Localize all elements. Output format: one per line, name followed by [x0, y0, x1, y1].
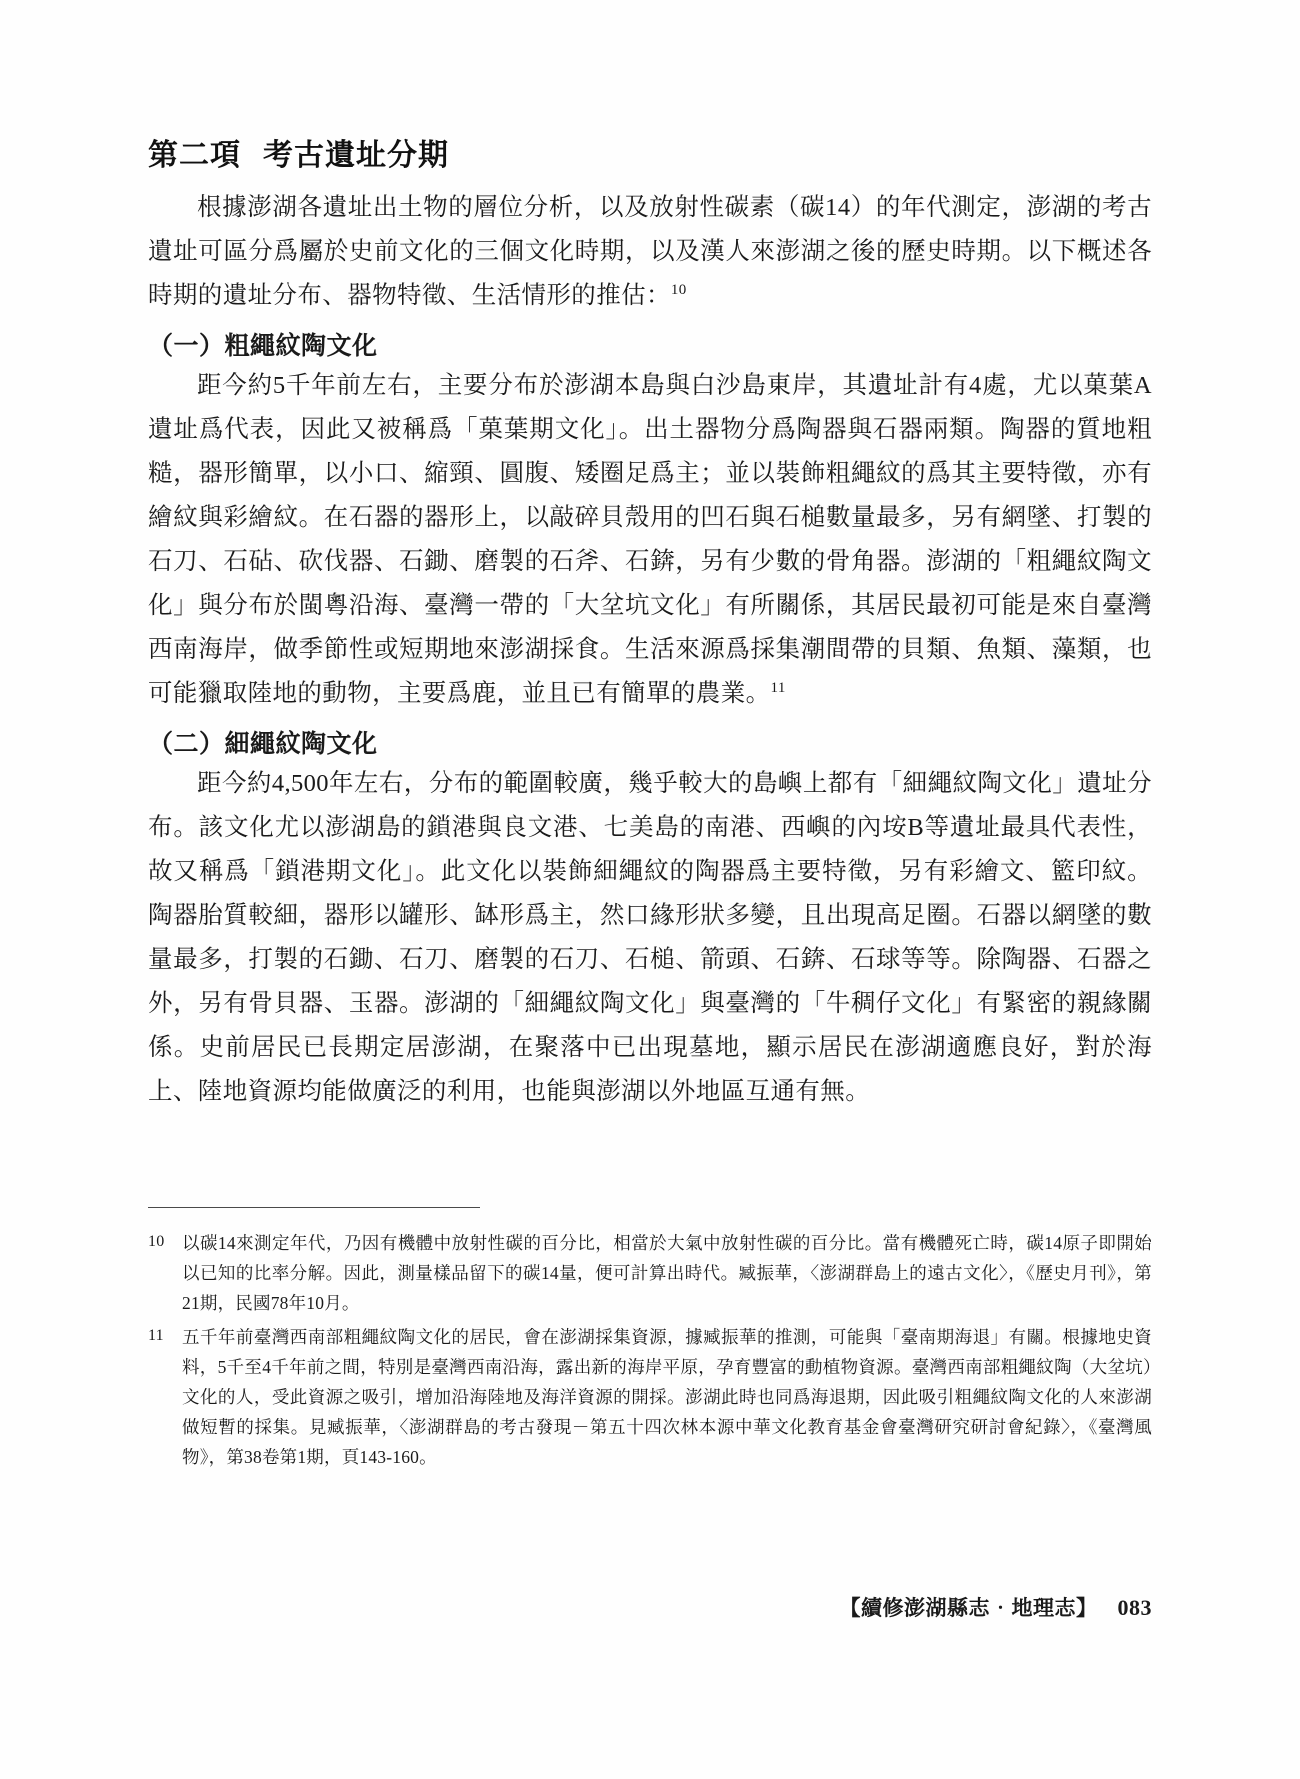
footnote-ref-11: 11: [770, 679, 786, 696]
page-content: [148, 130, 1152, 1116]
footer-book-title: 【續修澎湖縣志‧地理志】: [839, 1596, 1098, 1620]
footnote-item: [148, 1322, 1152, 1472]
page-footer: [148, 1592, 1152, 1622]
footnote-item: [148, 1228, 1152, 1318]
footnote-ref-10: 10: [670, 281, 687, 298]
subsection-heading-2: （二）細繩紋陶文化: [148, 731, 378, 758]
footnote-number: 10: [148, 1233, 165, 1250]
footnote-number: 11: [148, 1327, 164, 1344]
section-number: 第二項: [148, 139, 241, 172]
paragraph-fine-cord: [148, 762, 1152, 1114]
paragraph-coarse-cord-text: 距今約5千年前左右，主要分布於澎湖本島與白沙島東岸，其遺址計有4處，尤以菓葉A遺址爲代表，因此又被稱爲「菓葉期文化」。出土器物分爲陶器與石器兩類。陶器的質地粗糙，器形簡單，以小口、縮頸、圓腹、矮圈足爲主；並以裝飾粗繩紋的爲其主要特徵，亦有繪紋與彩繪紋。在石器的器形上，以敲碎貝殼用的凹石與石槌數量最多，另有網墜、打製的石刀、石砧、砍伐器、石鋤、磨製的石斧、石錛，另有少數的骨角器。澎湖的「粗繩紋陶文化」與分布於閩粵沿海、臺灣一帶的「大坌坑文化」有所關係，其居民最初可能是來自臺灣西南海岸，做季節性或短期地來澎湖採食。生活來源爲採集潮間帶的貝類、魚類、藻類，也可能獵取陸地的動物，主要爲鹿，並且已有簡單的農業。: [148, 372, 1152, 707]
paragraph-coarse-cord: [148, 364, 1152, 716]
paragraph-fine-cord-text: 距今約4,500年左右，分布的範圍較廣，幾乎較大的島嶼上都有「細繩紋陶文化」遺址分布。該文化尤以澎湖島的鎖港與良文港、七美島的南港、西嶼的內垵B等遺址最具代表性，故又稱爲「鎖港期文化」。此文化以裝飾細繩紋的陶器爲主要特徵，另有彩繪文、籃印紋。陶器胎質較細，器形以罐形、缽形爲主，然口緣形狀多變，且出現高足圈。石器以網墜的數量最多，打製的石鋤、石刀、磨製的石刀、石槌、箭頭、石錛、石球等等。除陶器、石器之外，另有骨貝器、玉器。澎湖的「細繩紋陶文化」與臺灣的「牛稠仔文化」有緊密的親緣關係。史前居民已長期定居澎湖，在聚落中已出現墓地，顯示居民在澎湖適應良好，對於海上、陸地資源均能做廣泛的利用，也能與澎湖以外地區互通有無。: [148, 770, 1152, 1105]
footnote-divider: [148, 1207, 480, 1208]
footnote-text: 以碳14來測定年代，乃因有機體中放射性碳的百分比，相當於大氣中放射性碳的百分比。當有機體死亡時，碳14原子即開始以已知的比率分解。因此，測量樣品留下的碳14量，便可計算出時代。臧振華，〈澎湖群島上的遠古文化〉，《歷史月刊》，第21期，民國78年10月。: [182, 1233, 1152, 1313]
subsection-heading-1: （一）粗繩紋陶文化: [148, 333, 378, 360]
section-title: 考古遺址分期: [263, 139, 449, 172]
footer-page-number: 083: [1117, 1595, 1152, 1620]
paragraph-intro: [148, 186, 1152, 318]
paragraph-intro-text: 根據澎湖各遺址出土物的層位分析，以及放射性碳素（碳14）的年代測定，澎湖的考古遺址可區分爲屬於史前文化的三個文化時期，以及漢人來澎湖之後的歷史時期。以下概述各時期的遺址分布、器物特徵、生活情形的推估：: [148, 194, 1152, 309]
footnote-list: [148, 1228, 1152, 1476]
footnote-text: 五千年前臺灣西南部粗繩紋陶文化的居民，會在澎湖採集資源，據臧振華的推測，可能與「臺南期海退」有關。根據地史資料，5千至4千年前之間，特別是臺灣西南沿海，露出新的海岸平原，孕育豐富的動植物資源。臺灣西南部粗繩紋陶（大坌坑）文化的人，受此資源之吸引，增加沿海陸地及海洋資源的開採。澎湖此時也同爲海退期，因此吸引粗繩紋陶文化的人來澎湖做短暫的採集。見臧振華，〈澎湖群島的考古發現－第五十四次林本源中華文化教育基金會臺灣研究研討會紀錄〉，《臺灣風物》，第38卷第1期，頁143-160。: [182, 1327, 1152, 1467]
page-title: [148, 130, 1152, 174]
